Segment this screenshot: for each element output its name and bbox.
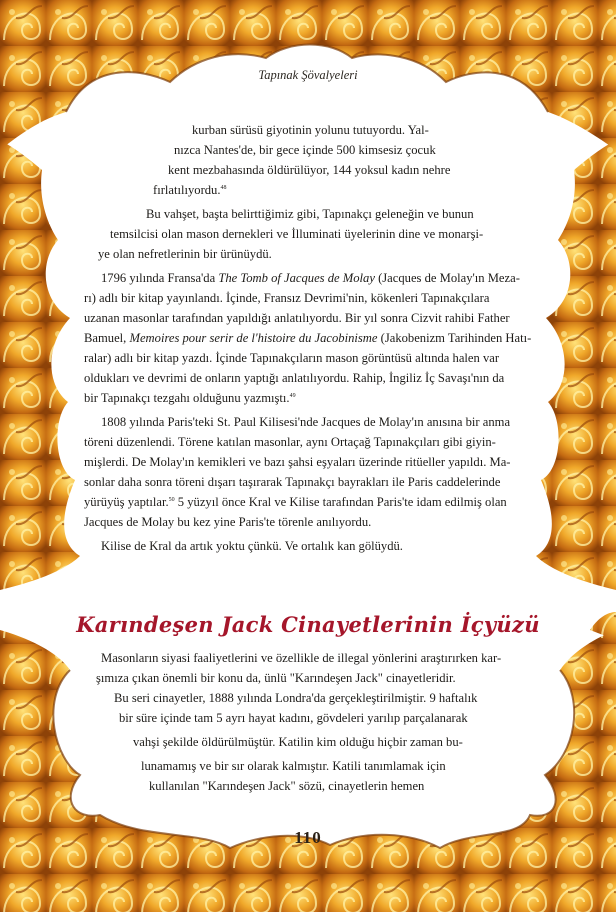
section-line-6: lunamamış ve bir sır olarak kalmıştır. Katili tanımlamak için — [141, 759, 446, 773]
p4-line-1: Kilise de Kral da artık yoktu çünkü. Ve ortalık kan gölüydü. — [101, 539, 403, 553]
p2-line-1 — [101, 268, 520, 288]
p3-line-3: mişlerdi. De Molay'ın kemikleri ve bazı şahsi eşyaları üzerinde ritüeller yapıldı. Ma- — [84, 455, 511, 469]
p2-book-title-1: The Tomb of Jacques de Molay — [218, 271, 375, 285]
running-header: Tapınak Şövalyeleri — [258, 68, 358, 82]
p2-text-d: (Jakobenizm Tarihinden Hatı- — [377, 331, 532, 345]
section-line-5: vahşi şekilde öldürülmüştür. Katilin kim olduğu hiçbir zaman bu- — [133, 735, 463, 749]
quote-line-1: kurban sürüsü giyotinin yolunu tutuyordu. Yal- — [192, 123, 429, 137]
p2-line-5: ralar) adlı bir kitap yazdı. İçinde Tapınakçıların mason görüntüsü altında halen var — [84, 351, 500, 365]
footnote-49: 49 — [289, 392, 296, 399]
section-line-3: Bu seri cinayetler, 1888 yılında Londra'da gerçekleştirilmiştir. 9 haftalık — [114, 691, 478, 705]
p2-line-6: oldukları ve devrimi de onların yaptığı anlatılıyordu. Rahip, İngiliz İç Savaşı'nın da — [84, 371, 505, 385]
p2-line-2: rı) adlı bir kitap yayınlandı. İçinde, Fransız Devrimi'nin, kökenleri Tapınakçılara — [84, 291, 490, 305]
p1-line-1: Bu vahşet, başta belirttiğimiz gibi, Tapınakçı geleneğin ve bunun — [146, 207, 474, 221]
p2-line-4 — [84, 328, 531, 348]
p3-text-a: yürüyüş yaptılar. — [84, 495, 169, 509]
p2-text-a: 1796 yılında Fransa'da — [101, 271, 219, 285]
quote-line-3: kent mezbahasında öldürülüyor, 144 yoksul kadın nehre — [168, 163, 451, 177]
p2-text-c: Bamuel, — [84, 331, 130, 345]
p2-text-b: (Jacques de Molay'ın Meza- — [374, 271, 520, 285]
p2-text-e: bir Tapınakçı tezgahı olduğunu yazmıştı. — [84, 391, 290, 405]
p2-book-title-2: Memoires pour serir de l'histoire du Jacobinisme — [129, 331, 378, 345]
section-line-1: Masonların siyasi faaliyetlerini ve özellikle de illegal yönlerini araştırırken kar- — [101, 651, 502, 665]
page-number: 110 — [294, 828, 322, 847]
quote-line-4 — [153, 180, 227, 200]
p1-line-3: ye olan nefretlerinin bir ürünüydü. — [98, 247, 272, 261]
p3-line-5 — [84, 492, 507, 512]
p3-text-b: 5 yüzyıl önce Kral ve Kilise tarafından Paris'te idam edilmiş olan — [174, 495, 507, 509]
section-line-2: şımıza çıkan önemli bir konu da, ünlü "Karındeşen Jack" cinayetleridir. — [96, 671, 456, 685]
footnote-50: 50 — [168, 496, 175, 503]
section-line-7: kullanılan "Karındeşen Jack" sözü, cinayetlerin hemen — [149, 779, 425, 793]
p3-line-6: Jacques de Molay bu kez yine Paris'te törenle anılıyordu. — [84, 515, 372, 529]
p1-line-2: temsilcisi olan mason dernekleri ve İlluminati üyelerinin dine ve monarşi- — [110, 227, 484, 241]
p3-line-1: 1808 yılında Paris'teki St. Paul Kilisesi'nde Jacques de Molay'ın anısına bir anma — [101, 415, 511, 429]
quote-line-2: nızca Nantes'de, bir gece içinde 500 kimsesiz çocuk — [174, 143, 436, 157]
quote-text: fırlatılıyordu. — [153, 183, 221, 197]
p3-line-4: sonlar daha sonra töreni dışarı taşırarak Tapınakçı bayrakları ile Paris caddelerinde — [84, 475, 501, 489]
section-title: Karındeşen Jack Cinayetlerinin İçyüzü — [76, 612, 540, 637]
footnote-48: 48 — [220, 184, 227, 191]
p2-line-3: uzanan masonlar tarafından yapıldığı anlatılıyordu. Bir yıl sonra Cizvit rahibi Father — [84, 311, 510, 325]
section-line-4: bir süre içinde tam 5 ayrı hayat kadını, gövdeleri yarılıp parçalanarak — [119, 711, 468, 725]
p2-line-7 — [84, 388, 296, 408]
p3-line-2: töreni düzenlendi. Törene katılan masonlar, aynı Ortaçağ Tapınakçıları gibi giyin- — [84, 435, 496, 449]
